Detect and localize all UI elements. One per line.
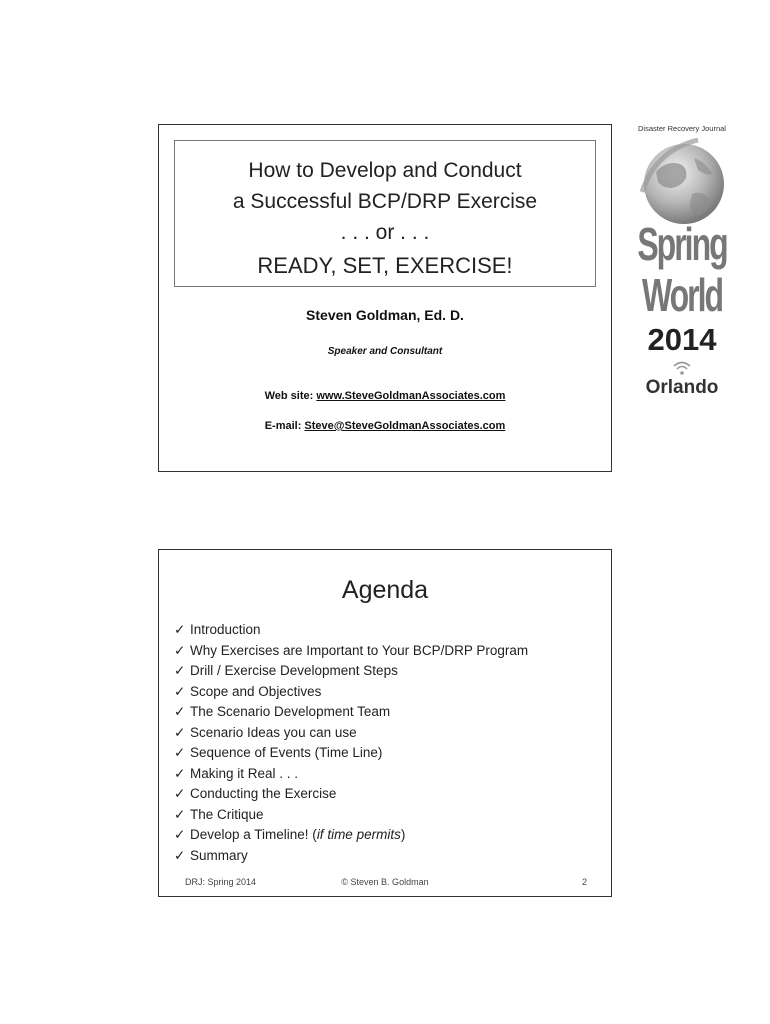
agenda-item [174, 723, 528, 744]
checkmark-icon: ✓ [174, 765, 186, 781]
agenda-item-text: The Critique [190, 806, 264, 822]
checkmark-icon: ✓ [174, 622, 186, 637]
checkmark-icon: ✓ [174, 724, 186, 740]
presenter-name: Steven Goldman, Ed. D. [306, 307, 464, 323]
logo-caption: Disaster Recovery Journal [638, 124, 726, 133]
presenter-role: Speaker and Consultant [327, 346, 443, 357]
agenda-item [174, 682, 528, 703]
email-link[interactable]: Steve@SteveGoldmanAssociates.com [304, 420, 506, 432]
agenda-item [174, 805, 528, 826]
agenda-item-text: The Scenario Development Team [190, 704, 391, 719]
checkmark-icon: ✓ [174, 745, 186, 760]
agenda-item-text: Scenario Ideas you can use [190, 724, 357, 740]
title-line-1: How to Develop and Conduct [248, 159, 522, 182]
email-line [159, 420, 611, 432]
title-line-4: READY, SET, EXERCISE! [257, 253, 513, 278]
agenda-item [174, 846, 528, 867]
agenda-slide [158, 549, 612, 897]
agenda-item [174, 743, 528, 764]
website-line [159, 390, 611, 402]
title-box [174, 140, 596, 287]
checkmark-icon: ✓ [174, 704, 186, 719]
agenda-item [174, 620, 528, 641]
footer-center: © Steven B. Goldman [341, 877, 429, 887]
footer-left: DRJ: Spring 2014 [185, 877, 257, 887]
agenda-item-italic: if time permits [316, 827, 401, 842]
agenda-item-text: Sequence of Events (Time Line) [190, 745, 383, 760]
agenda-item [174, 702, 528, 723]
agenda-item-text: Conducting the Exercise [190, 786, 337, 801]
title-line-2: a Successful BCP/DRP Exercise [232, 190, 538, 213]
agenda-item [174, 661, 528, 682]
logo-word-spring: Spring [637, 218, 727, 271]
agenda-item-text: Introduction [190, 622, 261, 637]
page-number: 2 [581, 877, 587, 887]
wifi-icon [672, 360, 692, 376]
agenda-item-suffix: ) [400, 827, 406, 842]
checkmark-icon: ✓ [174, 786, 186, 801]
agenda-item-text: Making it Real . . . [190, 765, 299, 781]
spring-world-logo [628, 124, 736, 404]
checkmark-icon: ✓ [174, 806, 186, 822]
title-slide [158, 124, 612, 472]
agenda-item-text: Why Exercises are Important to Your BCP/DRP Program [190, 642, 529, 658]
checkmark-icon: ✓ [174, 642, 186, 658]
agenda-item [174, 825, 528, 846]
agenda-item-text: Summary [190, 847, 248, 863]
checkmark-icon: ✓ [174, 663, 186, 678]
agenda-list [174, 620, 528, 866]
agenda-item-text: Scope and Objectives [190, 683, 322, 699]
logo-word-world: World [641, 269, 723, 322]
agenda-item-text: Drill / Exercise Development Steps [190, 663, 398, 678]
checkmark-icon: ✓ [174, 683, 186, 699]
logo-city: Orlando [645, 377, 719, 398]
logo-year: 2014 [647, 322, 717, 357]
agenda-item [174, 764, 528, 785]
email-label: E-mail: [264, 420, 305, 432]
checkmark-icon: ✓ [174, 847, 186, 863]
agenda-item-text: Develop a Timeline! ( [190, 827, 317, 842]
agenda-item [174, 641, 528, 662]
agenda-title: Agenda [341, 576, 429, 604]
agenda-item [174, 784, 528, 805]
checkmark-icon: ✓ [174, 827, 186, 842]
website-link[interactable]: www.SteveGoldmanAssociates.com [316, 390, 506, 402]
title-line-3: . . . or . . . [340, 221, 430, 244]
website-label: Web site: [264, 390, 317, 402]
